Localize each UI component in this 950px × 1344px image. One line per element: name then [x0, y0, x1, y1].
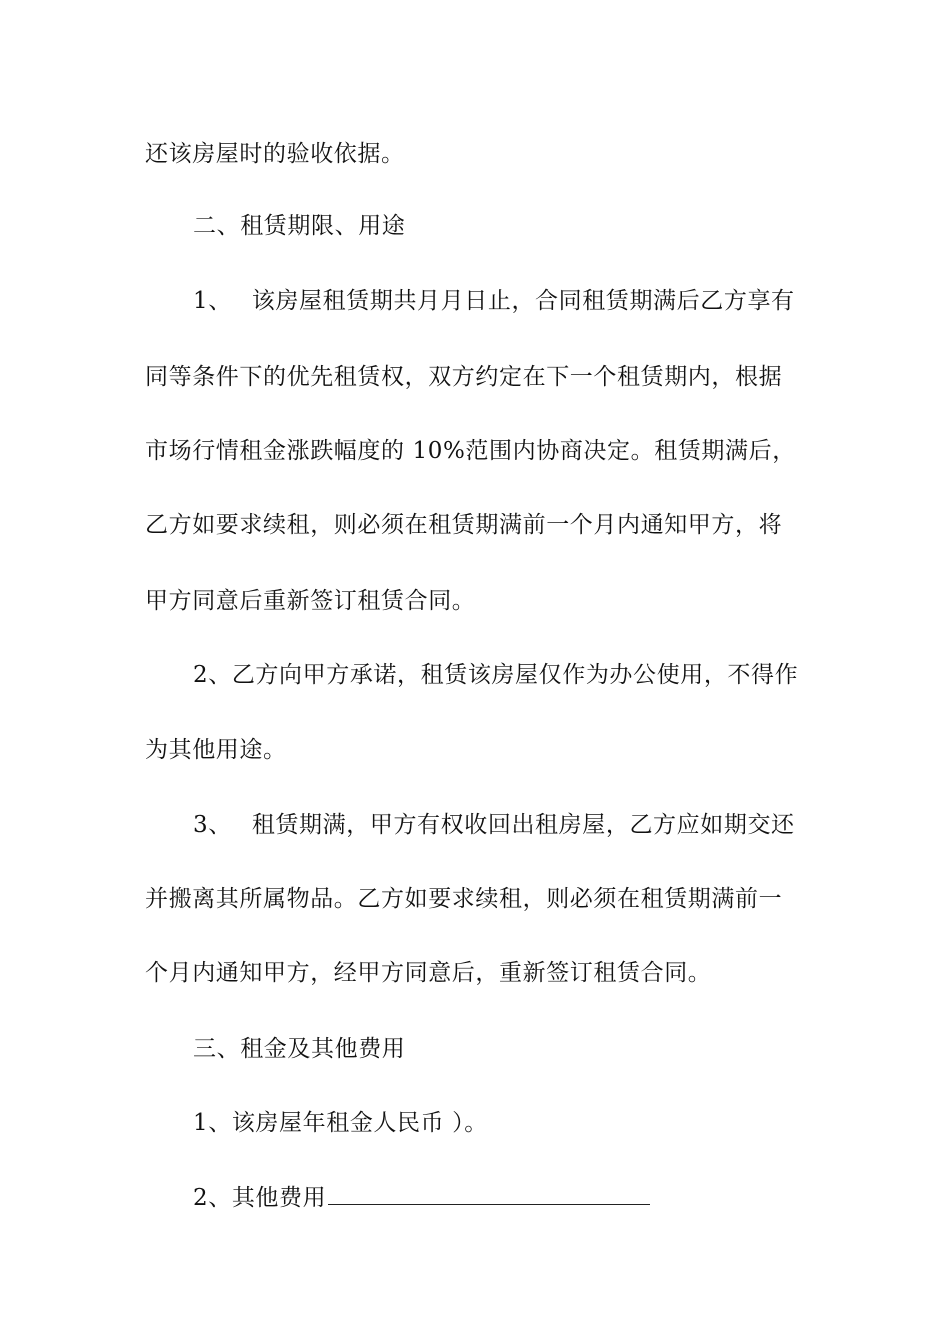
section-heading: [193, 211, 863, 241]
clause-line: [193, 660, 863, 690]
paragraph-line: [145, 362, 815, 392]
line-text: 1、该房屋年租金人民币 ）。: [193, 1110, 488, 1136]
line-text: 同等条件下的优先租赁权，双方约定在下一个租赁期内，根据: [145, 364, 783, 390]
heading-text: 三、租金及其他费用: [193, 1036, 406, 1062]
clause-number: 1、: [193, 288, 232, 314]
clause-line: [193, 1108, 863, 1138]
line-text: 2、其他费用: [193, 1185, 327, 1211]
line-text: 2、乙方向甲方承诺，租赁该房屋仅作为办公使用，不得作: [193, 662, 799, 688]
paragraph-line: [145, 586, 815, 616]
line-text: 并搬离其所属物品。乙方如要求续租，则必须在租赁期满前一: [145, 886, 783, 912]
line-text: 为其他用途。: [145, 737, 287, 763]
fill-in-blank: [328, 1182, 650, 1205]
line-text: 甲方同意后重新签订租赁合同。: [145, 588, 476, 614]
paragraph-line: [145, 436, 815, 466]
heading-text: 二、租赁期限、用途: [193, 213, 406, 239]
line-text: 乙方如要求续租，则必须在租赁期满前一个月内通知甲方，将: [145, 512, 783, 538]
line-text: 该房屋租赁期共月月日止，合同租赁期满后乙方享有: [251, 288, 795, 314]
paragraph-line: [145, 884, 815, 914]
clause-line: [193, 810, 863, 840]
line-text: 还该房屋时的验收依据。: [145, 141, 405, 167]
line-text: 租赁期满，甲方有权收回出租房屋，乙方应如期交还: [251, 812, 795, 838]
paragraph-line: [145, 958, 815, 988]
paragraph-line: [145, 139, 815, 169]
section-heading: [193, 1034, 863, 1064]
clause-line: [193, 286, 863, 316]
line-text: 市场行情租金涨跌幅度的 10%范围内协商决定。租赁期满后，: [145, 438, 796, 464]
paragraph-line: [145, 735, 815, 765]
clause-number: 3、: [193, 812, 232, 838]
line-text: 个月内通知甲方，经甲方同意后，重新签订租赁合同。: [145, 960, 712, 986]
clause-line: [193, 1182, 863, 1213]
paragraph-line: [145, 510, 815, 540]
